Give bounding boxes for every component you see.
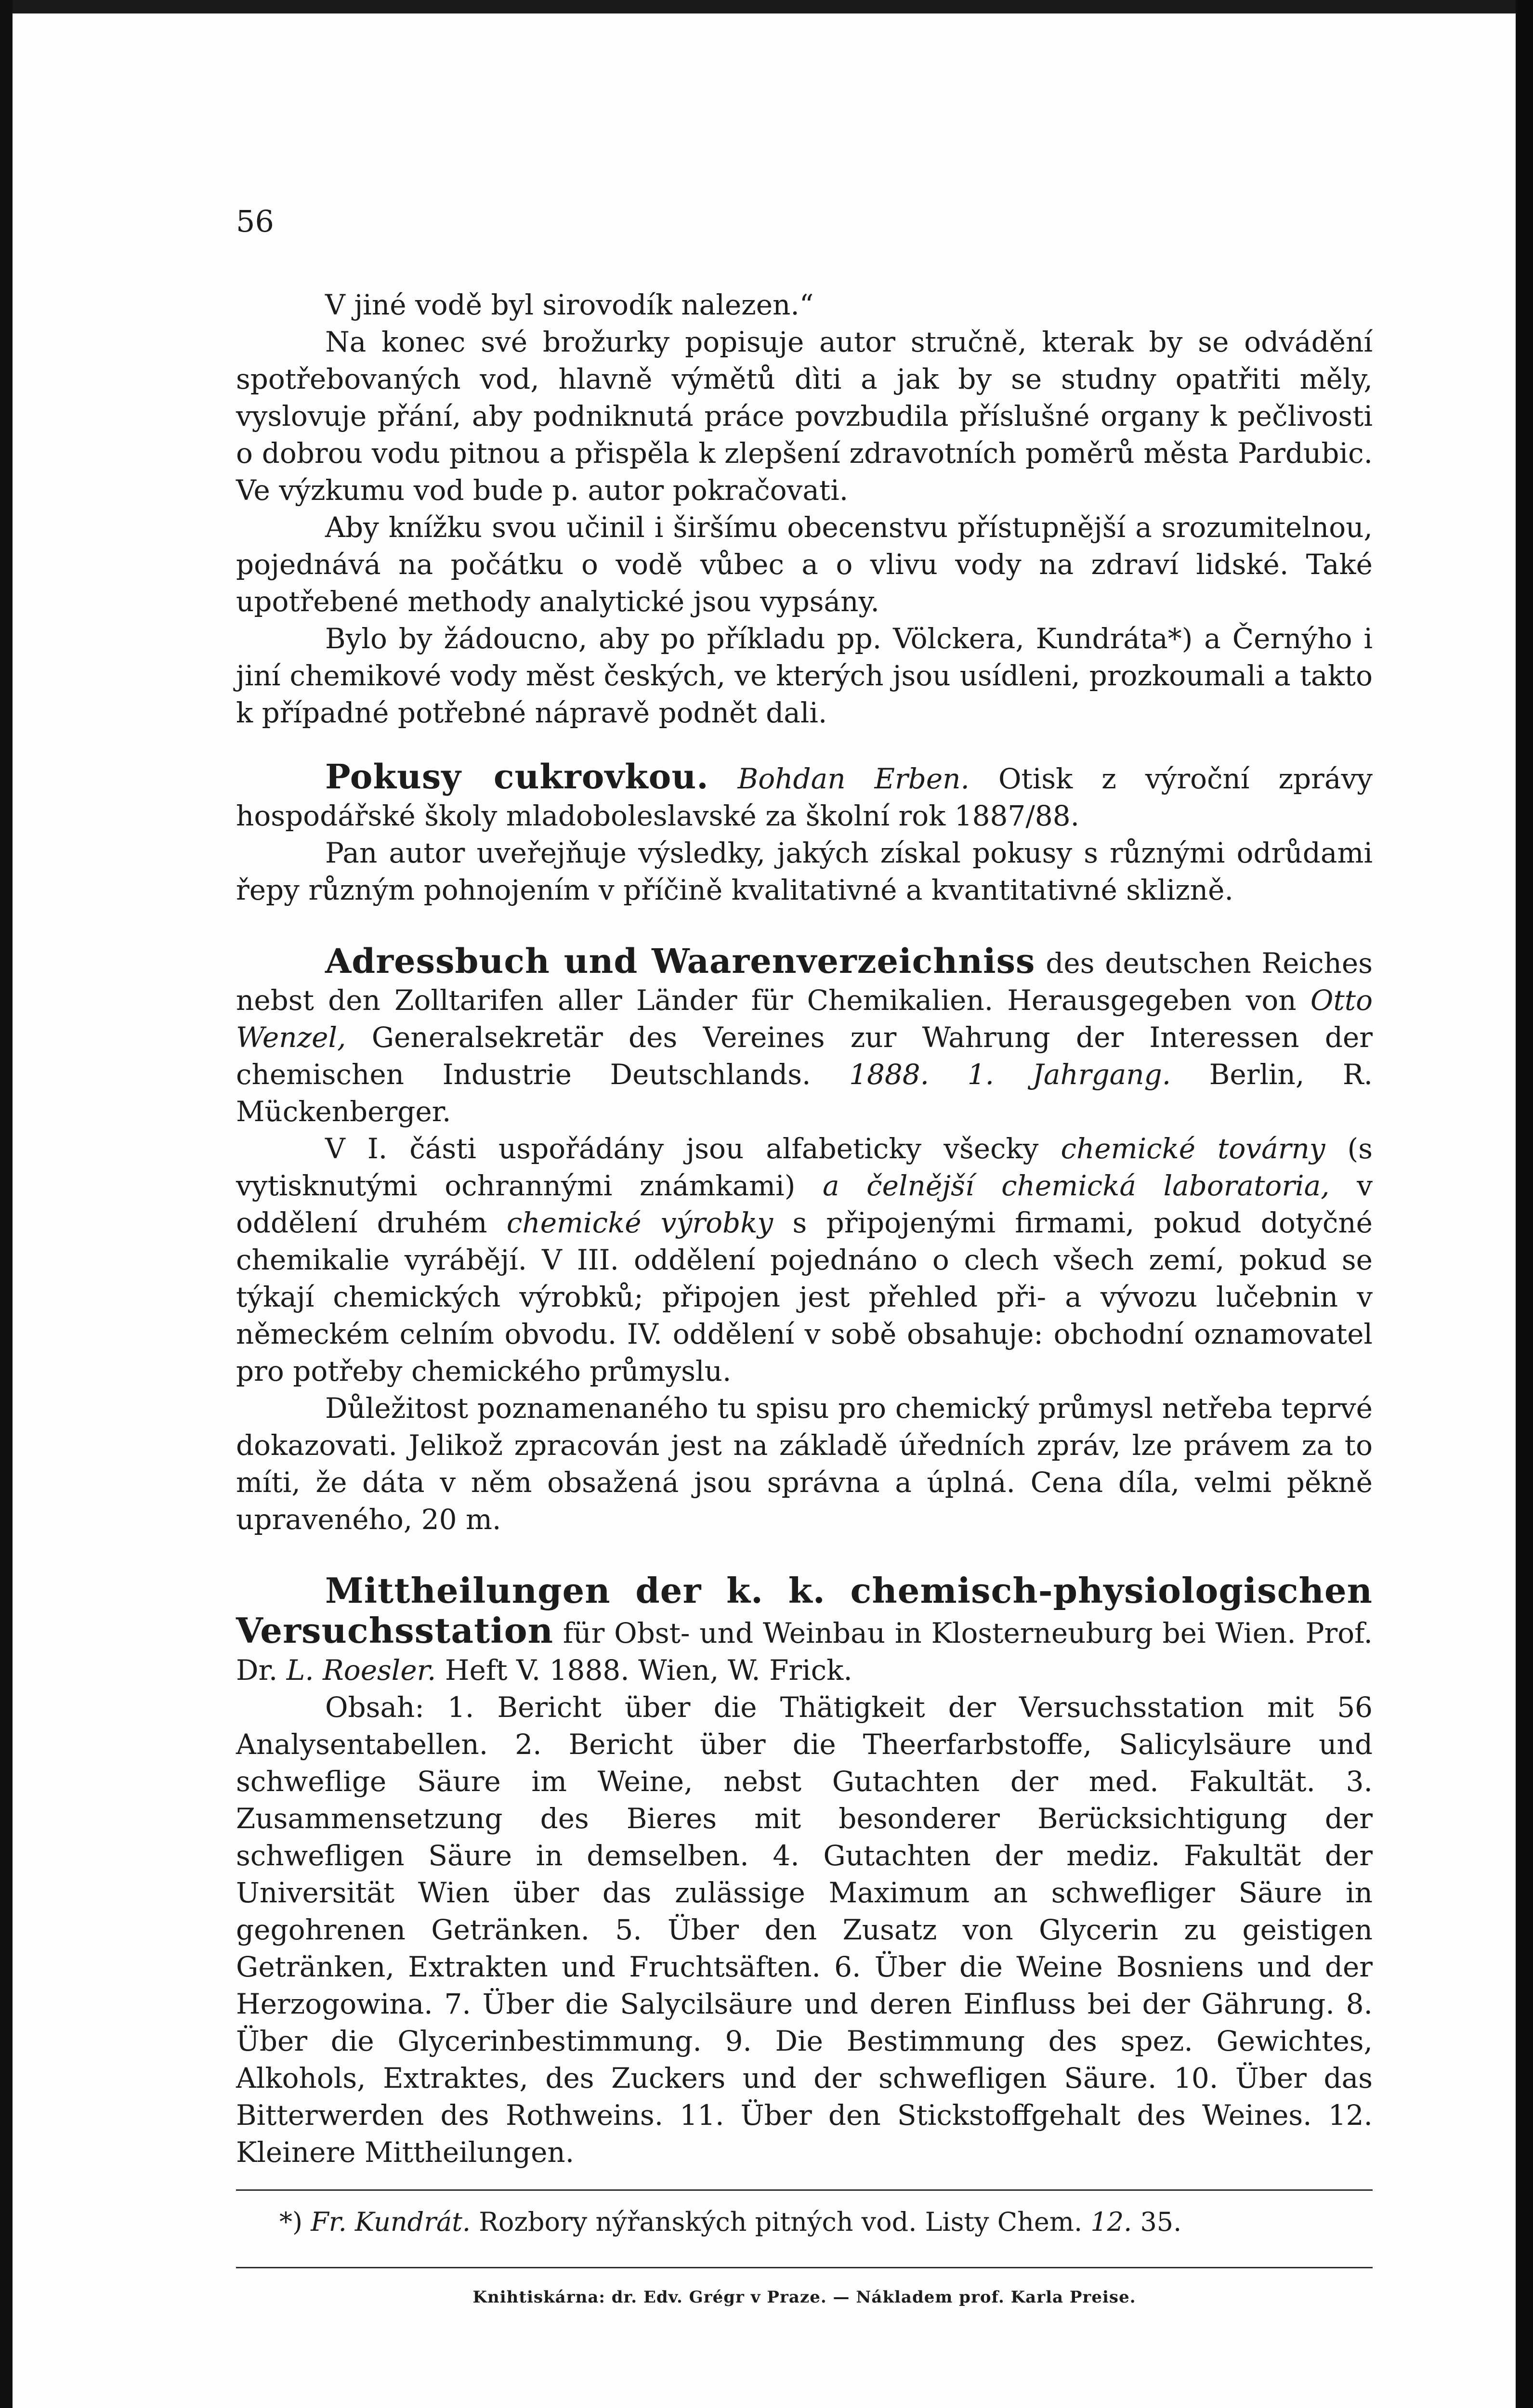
footnote-mark: *) (279, 2207, 303, 2237)
entry-bibliography: des deutschen Reiches nebst den Zolltarifen aller Länder für Chemikalien. Herausgegeben von (236, 947, 1373, 1017)
entry-heading (236, 1572, 1373, 1689)
paragraph: Pan autor uveřejňuje výsledky, jakých získal pokusy s různými odrůdami řepy různým pohnojením v příčině kvalitativné a kvantitativné sklizně. (236, 837, 1373, 906)
imprint-rule (236, 2267, 1373, 2268)
footnote-rule (236, 2189, 1373, 2191)
paragraph: Obsah: 1. Bericht über die Thätigkeit der Versuchsstation mit 56 Analysentabellen. 2. Bericht über die Theerfarbstoffe, Salicylsäure und schweflige Säure im Weine, nebst Gutachten der med. Fakultät. 3. Zusammensetzung des Bieres mit besonderer Berücksichtigung der schwefligen Säure in demselben. 4. Gutachten der mediz. Fakultät der Universität Wien über das zulässige Maximum an schwefliger Säure in gegohrenen Getränken. 5. Über den Zusatz von Glycerin zu geistigen Getränken, Extrakten und Fruchtsäften. 6. Über die Weine Bosniens und der Herzogowina. 7. Über die Salycilsäure und deren Einfluss bei der Gährung. 8. Über die Glycerinbestimmung. 9. Die Bestimmung des spez. Gewichtes, Alkohols, Extraktes, des Zuckers und der schwefligen Säure. 10. Über das Bitterwerden des Rothweins. 11. Über den Stickstoffgehalt des Weines. 12. Kleinere Mittheilungen. (236, 1691, 1373, 2169)
page-content (236, 202, 1373, 2308)
paragraph: Bylo by žádoucno, aby po příkladu pp. Völckera, Kundráta*) a Černýho i jiní chemikové vody měst českých, ve kterých jsou usídleni, prozkoumali a takto k případné potřebné nápravě podnět dali. (236, 622, 1373, 729)
entry-heading (236, 942, 1373, 1130)
entry-year: 1888. 1. Jahrgang. (849, 1058, 1171, 1091)
entry-author: Bohdan Erben. (737, 762, 970, 795)
entry-bibliography: Heft V. 1888. Wien, W. Frick. (445, 1654, 852, 1687)
paragraph: Aby knížku svou učinil i širšímu obecenstvu přístupnější a srozumitelnou, pojednává na počátku o vodě vůbec a o vlivu vody na zdraví lidské. Také upotřebené methody analytické jsou vypsány. (236, 511, 1373, 618)
footnote-text: Rozbory nýřanských pitných vod. Listy Chem. (479, 2207, 1083, 2237)
printer-imprint: Knihtiskárna: dr. Edv. Grégr v Praze. — Nákladem prof. Karla Preise. (472, 2288, 1136, 2307)
scan-edge-top (0, 0, 1533, 13)
scan-edge-left (0, 0, 13, 2408)
text-run: (s vytisknutými ochrannými známkami) (236, 1132, 1373, 1202)
entry-title: Mittheilungen der k. k. chemisch-physiologischen Versuchsstation (236, 1570, 1373, 1651)
entry-editor: Otto Wenzel, (236, 984, 1373, 1054)
paragraph: Důležitost poznamenaného tu spisu pro chemický průmysl netřeba teprvé dokazovati. Jelikož zpracován jest na základě úředních zpráv, lze právem za to míti, že dáta v něm obsažená jsou správna a úplná. Cena díla, velmi pěkně upraveného, 20 m. (236, 1392, 1373, 1536)
review-entry-pokusy (236, 758, 1373, 909)
footnote (236, 2205, 1373, 2239)
footnote-volume: 12. (1090, 2207, 1132, 2237)
text-run: s připojenými firmami, pokud dotyčné chemikalie vyrábějí. V III. oddělení pojednáno o clech všech zemí, pokud se týkají chemických výrobků; připojen jest přehled při- a vývozu lučebnin v německém celním obvodu. IV. oddělení v sobě obsahuje: obchodní oznamovatel pro potřeby chemického průmyslu. (236, 1206, 1373, 1387)
text-run: v oddělení druhém (236, 1169, 1373, 1239)
footnote-author: Fr. Kundrát. (311, 2207, 471, 2237)
entry-bibliography: für Obst- und Weinbau in Klosterneuburg bei Wien. Prof. Dr. (236, 1617, 1373, 1687)
entry-publisher: Berlin, R. Mückenberger. (236, 1058, 1373, 1128)
text-run-italic: chemické výrobky (506, 1206, 773, 1239)
text-run: V I. části uspořádány jsou alfabeticky všecky (325, 1132, 1039, 1165)
text-body (236, 287, 1373, 2308)
paragraph: Na konec své brožurky popisuje autor stručně, kterak by se odvádění spotřebovaných vod, hlavně výmětů dìti a jak by se studny opatřiti měly, vyslovuje přání, aby podniknutá práce povzbudila příslušné organy k pečlivosti o dobrou vodu pitnou a přispěla k zlepšení zdravotních poměrů města Pardubic. Ve výzkumu vod bude p. autor pokračovati. (236, 326, 1373, 507)
entry-title: Adressbuch und Waarenverzeichniss (325, 941, 1035, 981)
entry-heading (236, 758, 1373, 835)
paragraph: V jiné vodě byl sirovodík nalezen.“ (325, 288, 814, 321)
review-entry-adressbuch (236, 942, 1373, 1538)
text-run-italic: chemické továrny (1061, 1132, 1325, 1165)
entry-author: L. Roesler. (286, 1654, 436, 1687)
text-run-italic: a čelnější chemická laboratoria, (822, 1169, 1330, 1202)
entry-title: Pokusy cukrovkou. (325, 757, 709, 797)
page-number: 56 (236, 204, 274, 239)
paragraph (236, 1130, 1373, 1390)
entry-bibliography: Otisk z výroční zprávy hospodářské školy mladoboleslavské za školní rok 1887/88. (236, 762, 1373, 832)
footnote-page: 35. (1140, 2207, 1182, 2237)
entry-bibliography: Generalsekretär des Vereines zur Wahrung der Interessen der chemischen Industrie Deutschlands. (236, 1021, 1373, 1091)
scan-edge-right (1516, 0, 1533, 2408)
review-entry-mittheilungen (236, 1572, 1373, 2171)
